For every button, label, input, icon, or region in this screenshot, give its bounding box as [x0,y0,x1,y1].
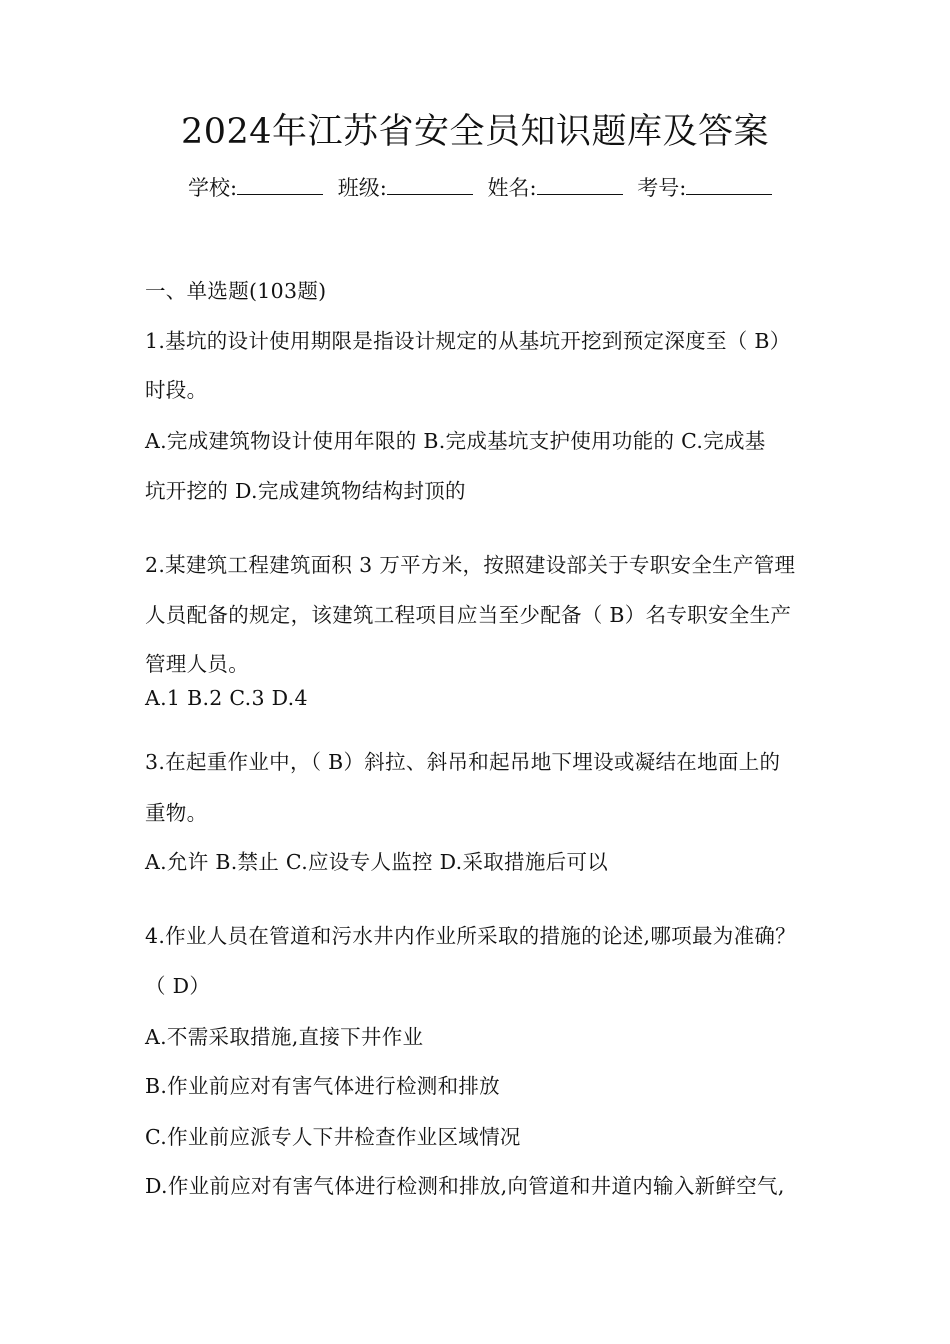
question-4-stem-line-2: （ D） [145,974,211,998]
question-4-option-d: D.作业前应对有害气体进行检测和排放,向管道和井道内输入新鲜空气, [145,1174,785,1198]
question-1-stem-line-1: 1.基坑的设计使用期限是指设计规定的从基坑开挖到预定深度至（ B） [145,329,791,353]
question-1-stem-line-2: 时段。 [145,378,208,402]
question-4-option-a: A.不需采取措施,直接下井作业 [145,1025,424,1049]
question-2-options-line-1: A.1 B.2 C.3 D.4 [145,686,308,710]
question-1-options-line-1: A.完成建筑物设计使用年限的 B.完成基坑支护使用功能的 C.完成基 [145,429,766,453]
student-info-line [188,172,780,202]
exam-number-blank [686,176,772,195]
name-label: 姓名: [487,176,537,200]
section-heading: 一、单选题(103题) [145,279,327,303]
question-3-stem-line-1: 3.在起重作业中，（ B）斜拉、斜吊和起吊地下埋设或凝结在地面上的 [145,750,781,774]
question-2-stem-line-1: 2.某建筑工程建筑面积 3 万平方米，按照建设部关于专职安全生产管理 [145,553,796,577]
school-blank [237,176,323,195]
document-title: 2024年江苏省安全员知识题库及答案 [180,112,770,152]
question-4-option-b: B.作业前应对有害气体进行检测和排放 [145,1074,500,1098]
question-3-stem-line-2: 重物。 [145,801,208,825]
question-4-option-c: C.作业前应派专人下井检查作业区域情况 [145,1125,521,1149]
name-blank [537,176,623,195]
question-4-stem-line-1: 4.作业人员在管道和污水井内作业所采取的措施的论述,哪项最为准确？ [145,924,796,948]
question-2-stem-line-3: 管理人员。 [145,652,249,676]
exam-number-label: 考号: [637,176,687,200]
question-3-options-line-1: A.允许 B.禁止 C.应设专人监控 D.采取措施后可以 [145,850,609,874]
question-1-options-line-2: 坑开挖的 D.完成建筑物结构封顶的 [145,479,466,503]
question-2-stem-line-2: 人员配备的规定，该建筑工程项目应当至少配备（ B）名专职安全生产 [145,603,792,627]
class-label: 班级: [337,176,387,200]
class-blank [387,176,473,195]
school-label: 学校: [188,176,238,200]
